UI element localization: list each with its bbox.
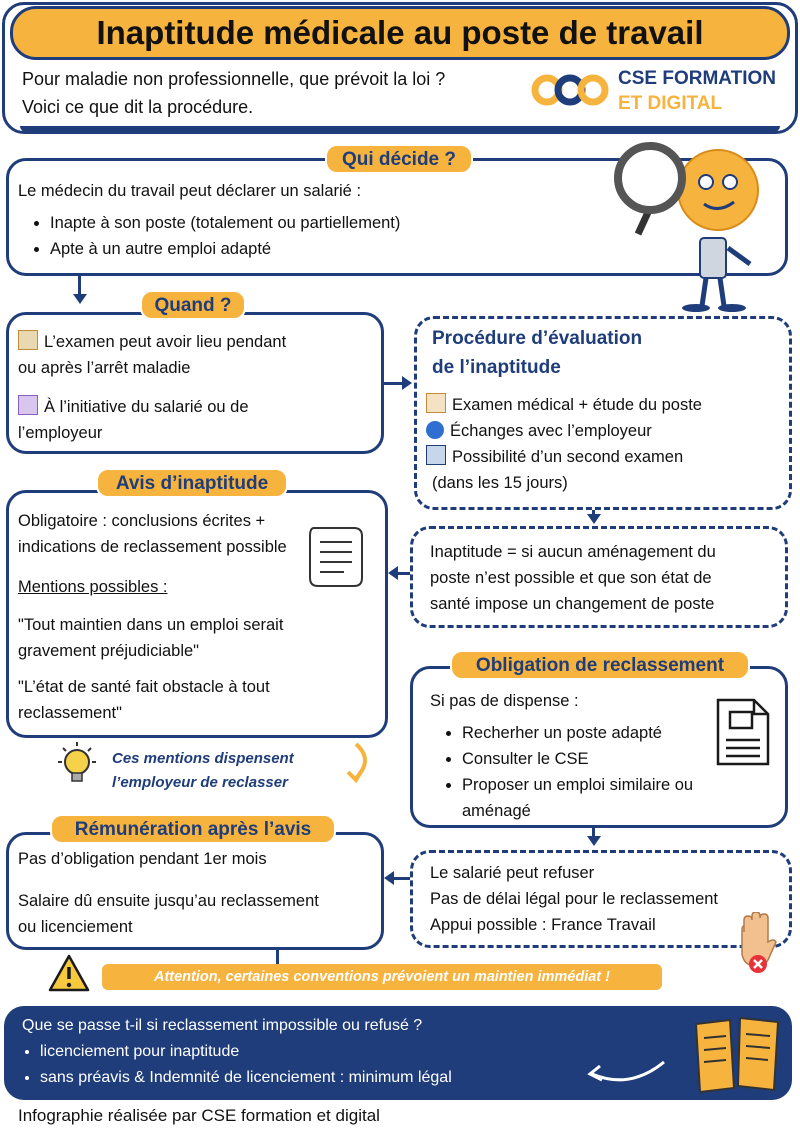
arrow-right	[384, 382, 404, 385]
arrow-head	[402, 376, 412, 390]
arrow-head	[384, 871, 394, 885]
arrow-head	[587, 836, 601, 846]
tip-line-2: l’employeur de reclasser	[112, 774, 288, 791]
brand-logo-icon	[530, 66, 610, 114]
arrow-down	[78, 276, 81, 296]
procedure-item-1: Examen médical + étude du poste	[426, 392, 702, 418]
quand-line-4: l’employeur	[18, 424, 103, 442]
definition-line-3: santé impose un changement de poste	[430, 595, 715, 613]
procedure-item-3b: (dans les 15 jours)	[432, 474, 568, 492]
procedure-item-3: Possibilité d’un second examen	[426, 444, 683, 470]
reclassement-intro: Si pas de dispense :	[430, 692, 579, 710]
procedure-item-2: Échanges avec l’employeur	[426, 418, 652, 444]
footer-list	[4, 1039, 452, 1091]
tip-line-1: Ces mentions dispensent	[112, 750, 294, 767]
scroll-document-icon	[304, 522, 368, 592]
calendar-icon	[18, 330, 38, 350]
page-title: Inaptitude médicale au poste de travail	[10, 6, 790, 60]
people-icon	[18, 395, 38, 415]
list-item: • Proposer un emploi similaire ou	[462, 772, 693, 798]
remuneration-line-3: ou licenciement	[18, 918, 133, 936]
doctor-icon	[426, 445, 446, 465]
arrow-head	[388, 566, 398, 580]
refus-line-3: Appui possible : France Travail	[430, 916, 656, 934]
curved-arrow-icon	[336, 740, 376, 788]
header-subtitle-1: Pour maladie non professionnelle, que prévoit la loi ?	[22, 69, 446, 89]
arrow-left	[398, 572, 410, 575]
procedure-title-1: Procédure d’évaluation	[432, 328, 643, 349]
list-item: • Apte à un autre emploi adapté	[50, 236, 400, 262]
qui-decide-intro: Le médecin du travail peut déclarer un salarié :	[18, 182, 362, 200]
avis-mentions-label: Mentions possibles :	[18, 578, 168, 596]
quand-line-1: L’examen peut avoir lieu pendant	[18, 329, 286, 355]
torn-document-icon	[690, 1014, 784, 1094]
list-item: • Inapte à son poste (totalement ou partiellement)	[50, 210, 400, 236]
avis-label: Avis d’inaptitude	[96, 468, 288, 498]
attention-text: Attention, certaines conventions prévoient un maintien immédiat !	[153, 969, 610, 985]
remuneration-line-2: Salaire dû ensuite jusqu’au reclassement	[18, 892, 319, 910]
quand-line-3: À l’initiative du salarié ou de	[18, 394, 249, 420]
refus-line-2: Pas de délai légal pour le reclassement	[430, 890, 719, 908]
reclassement-label: Obligation de reclassement	[450, 650, 750, 680]
qui-decide-list	[16, 210, 400, 262]
definition-line-1: Inaptitude = si aucun aménagement du	[430, 543, 716, 561]
checklist-icon	[426, 393, 446, 413]
footer-question: Que se passe t-il si reclassement impossible ou refusé ?	[22, 1017, 423, 1034]
header-bottom-band	[20, 126, 780, 132]
list-item: • licenciement pour inaptitude	[40, 1039, 452, 1065]
mascot-magnifier-icon	[610, 138, 780, 313]
avis-quote-2a: "L’état de santé fait obstacle à tout	[18, 678, 270, 696]
refus-line-1: Le salarié peut refuser	[430, 864, 595, 882]
list-item: aménagé	[462, 802, 531, 820]
credit-text: Infographie réalisée par CSE formation et digital	[18, 1106, 380, 1125]
job-document-icon	[714, 696, 772, 768]
return-arrow-icon	[580, 1040, 670, 1090]
brand-name-1: CSE FORMATION	[618, 68, 776, 89]
header-subtitle-2: Voici ce que dit la procédure.	[22, 97, 254, 117]
procedure-title-2: de l’inaptitude	[432, 357, 561, 378]
quand-label: Quand ?	[140, 290, 246, 320]
avis-quote-2b: reclassement"	[18, 704, 122, 722]
definition-line-2: poste n’est possible et que son état de	[430, 569, 712, 587]
avis-quote-1a: "Tout maintien dans un emploi serait	[18, 616, 284, 634]
avis-line-1: Obligatoire : conclusions écrites +	[18, 512, 266, 530]
arrow-head	[587, 514, 601, 524]
quand-line-2: ou après l’arrêt maladie	[18, 359, 191, 377]
chat-bubble-icon	[426, 421, 444, 439]
remuneration-line-1: Pas d’obligation pendant 1er mois	[18, 850, 267, 868]
list-item: • Recherher un poste adapté	[462, 720, 693, 746]
warning-icon	[48, 954, 90, 992]
arrow-left	[394, 877, 410, 880]
remuneration-label: Rémunération après l’avis	[50, 814, 336, 844]
reclassement-list	[428, 720, 693, 824]
avis-line-2: indications de reclassement possible	[18, 538, 287, 556]
lightbulb-icon	[52, 740, 102, 792]
avis-quote-1b: gravement préjudiciable"	[18, 642, 200, 660]
stop-hand-icon	[734, 912, 780, 974]
brand-name-2: ET DIGITAL	[618, 93, 723, 114]
list-item: • sans préavis & Indemnité de licenciement : minimum légal	[40, 1065, 452, 1091]
list-item: • Consulter le CSE	[462, 746, 693, 772]
qui-decide-label: Qui décide ?	[325, 144, 473, 174]
arrow-head	[73, 294, 87, 304]
